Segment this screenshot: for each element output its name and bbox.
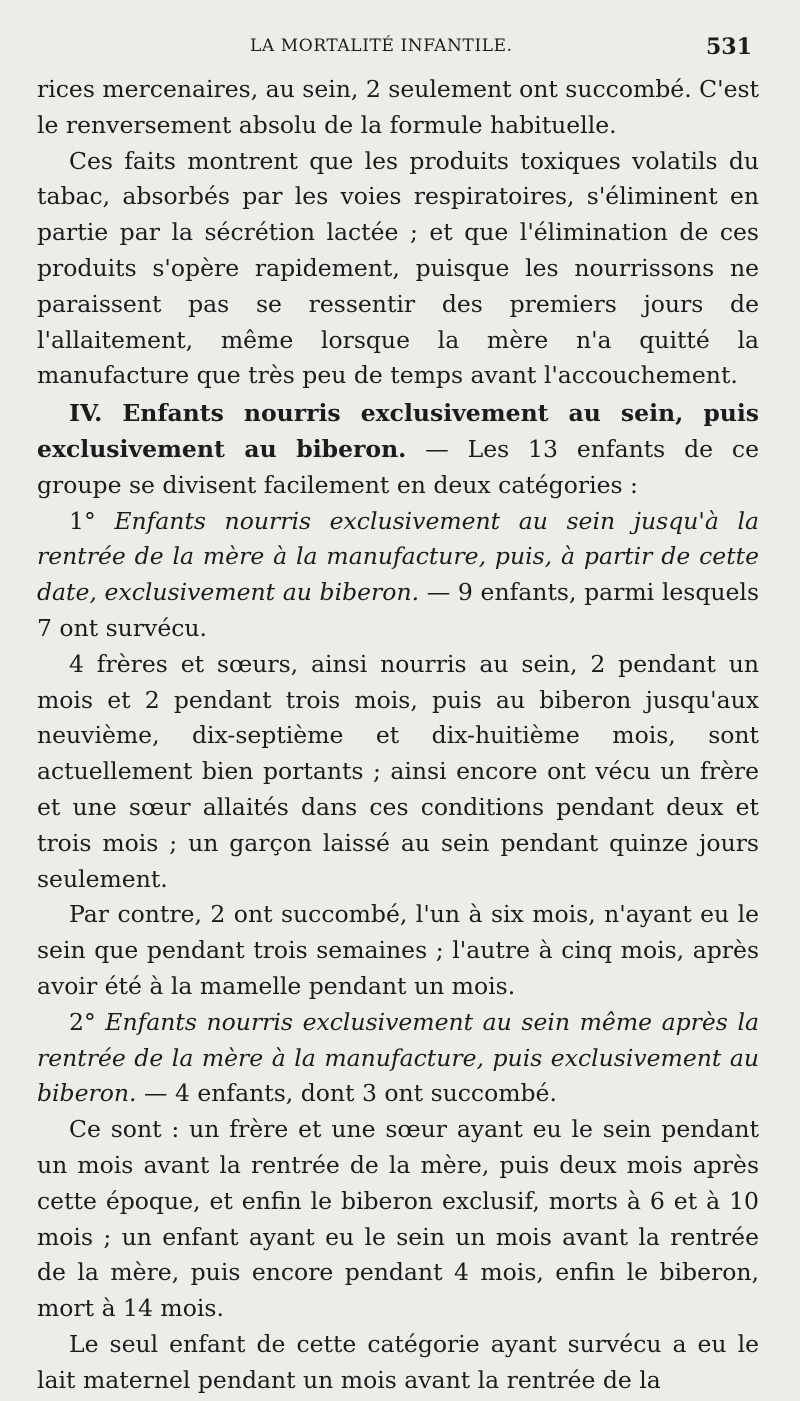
paragraph-two-deaths: Par contre, 2 ont succombé, l'un à six mois, n'ayant eu le sein que pendant trois semaines ; l'autre à cinq mois, après avoir été à la mamelle pendant un mois. bbox=[37, 900, 759, 1000]
page-number: 531 bbox=[706, 34, 752, 60]
category-1-number: 1° bbox=[69, 506, 96, 535]
category-2-paragraph bbox=[37, 1005, 759, 1112]
section-iv-paragraph bbox=[37, 396, 759, 503]
category-2-number: 2° bbox=[69, 1007, 96, 1036]
section-iv-text: — Les 13 enfants de ce groupe se divisent facilement en deux catégories : bbox=[37, 434, 759, 499]
category-2-text: — 4 enfants, dont 3 ont succombé. bbox=[143, 1079, 557, 1108]
category-1-paragraph bbox=[37, 504, 759, 647]
paragraph-deaths-detail: Ce sont : un frère et une sœur ayant eu le sein pendant un mois avant la rentrée de la mère, puis deux mois après cette époque, et enfin le biberon exclusif, morts à 6 et à 10 mois ; un enfant ayant eu le sein un mois avant la rentrée de la mère, puis encore pendant 4 mois, enfin le biberon, mort à 14 mois. bbox=[37, 1115, 759, 1323]
paragraph-continuation: rices mercenaires, au sein, 2 seulement ont succombé. C'est le renversement absolu de la formule habituelle. bbox=[37, 75, 759, 139]
page-body bbox=[37, 72, 759, 1398]
paragraph-tobacco-findings: Ces faits montrent que les produits toxiques volatils du tabac, absorbés par les voies respiratoires, s'éliminent en partie par la sécrétion lactée ; et que l'élimination de ces produits s'opère rapidement, puisque les nourrissons ne paraissent pas se ressentir des premiers jours de l'allaitement, même lorsque la mère n'a quitté la manufacture que très peu de temps avant l'accouchement. bbox=[37, 146, 759, 390]
category-2-title: Enfants nourris exclusivement au sein même après la rentrée de la mère à la manufacture, puis exclusivement au biberon. bbox=[37, 1007, 759, 1108]
page-header bbox=[0, 34, 800, 64]
category-1-text: — 9 enfants, parmi lesquels 7 ont survécu. bbox=[37, 578, 759, 642]
running-head: LA MORTALITÉ INFANTILE. bbox=[250, 36, 513, 56]
paragraph-siblings-survived: 4 frères et sœurs, ainsi nourris au sein, 2 pendant un mois et 2 pendant trois mois, puis au biberon jusqu'aux neuvième, dix-septième et dix-huitième mois, sont actuellement bien portants ; ainsi encore ont vécu un frère et une sœur allaités dans ces conditions pendant deux et trois mois ; un garçon laissé au sein pendant quinze jours seulement. bbox=[37, 649, 759, 893]
section-iv-heading: IV. Enfants nourris exclusivement au sein, puis exclusivement au biberon. bbox=[37, 399, 759, 463]
paragraph-sole-survivor: Le seul enfant de cette catégorie ayant survécu a eu le lait maternel pendant un mois avant la rentrée de la bbox=[37, 1329, 759, 1394]
category-1-title: Enfants nourris exclusivement au sein jusqu'à la rentrée de la mère à la manufacture, puis, à partir de cette date, exclusivement au biberon. bbox=[37, 506, 759, 607]
